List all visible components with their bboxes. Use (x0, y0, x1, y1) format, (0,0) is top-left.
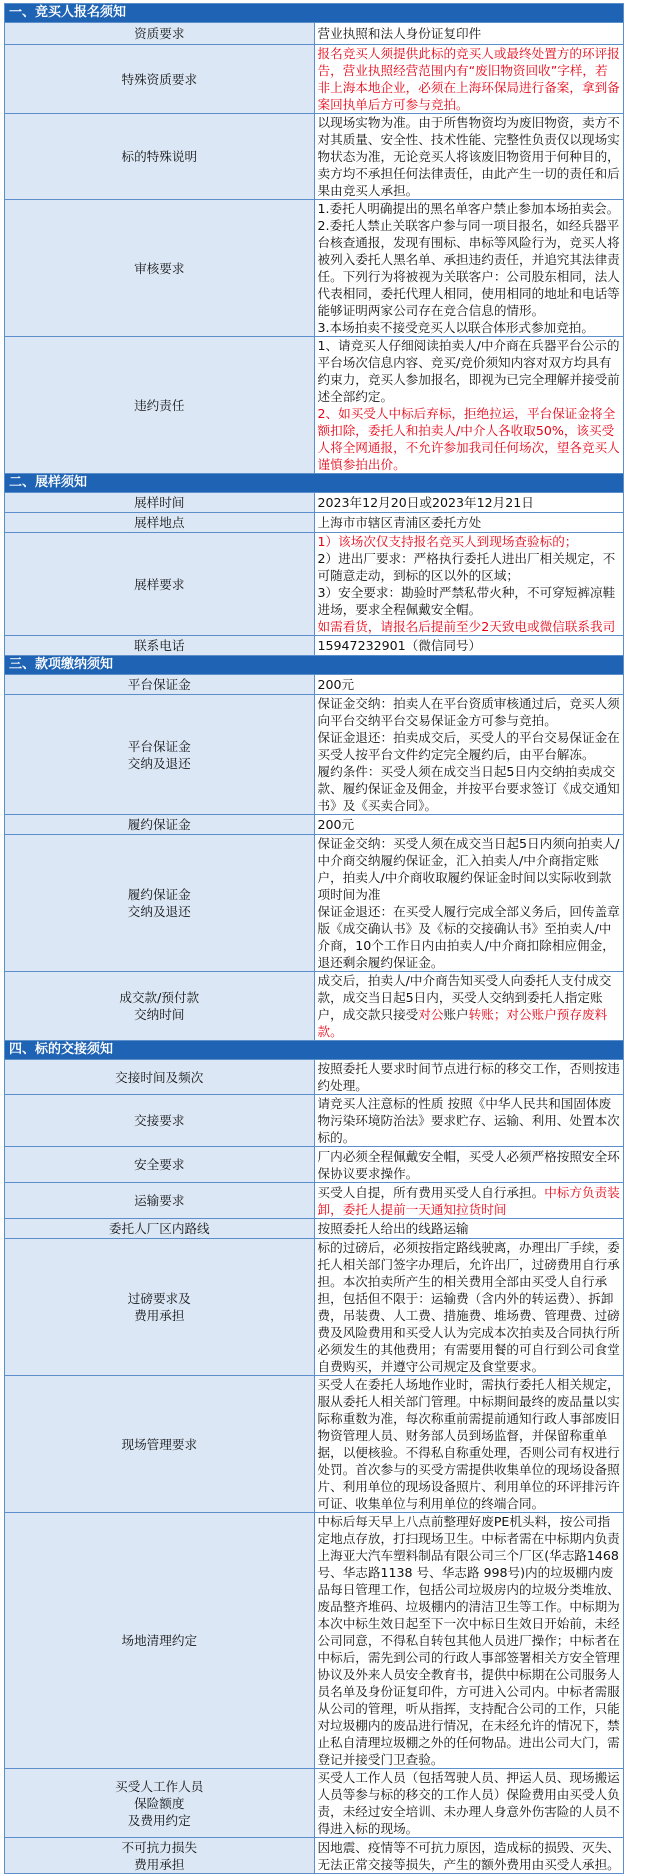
row-safety (5, 1147, 624, 1183)
label-line: 平台保证金 (127, 738, 191, 754)
payment-highlight: 转账；对公账户预存废料款。 (317, 1007, 608, 1039)
label-line: 成交款/预付款 (119, 990, 200, 1005)
contact-phone: 15947232901（微信同号） (314, 636, 624, 656)
row-label: 特殊资质要求 (5, 45, 315, 114)
row-value: 营业执照和法人身份证复印件 (314, 23, 624, 45)
row-value (314, 1183, 624, 1219)
row-value: 中标后每天早上八点前整理好废PE机头料，按公司指定地点存放，打扫现场卫生。中标者需在中标期内负责上海亚大汽车塑料制品有限公司三个厂区(华志路1468 号、华志路1138 号、华志路 998号)内的垃圾棚内废品每日管理工作，包括公司垃圾房内的垃圾分类堆放、废品整齐堆码、垃圾棚内的清洁卫生等工作。中标期为本次中标生效日起至下一次中标日生效日开始前，未经公司同意，不得私自转包其他人员进厂操作；中标者在中标后，需先到公司的行政人事部签署相关方安全管理协议及外来人员安全教育书，提供中标期在公司服务人员名单及身份证复印件，方可进入公司内。中标者需服从公司的管理，听从指挥，支持配合公司的工作，只能对垃圾棚内的废品进行情况，在未经允许的情况下，禁止私自清理垃圾棚之外的任何物品。进出公司大门，需登记并接受门卫查验。 (314, 1513, 624, 1769)
label-line: 及费用约定 (127, 1812, 191, 1828)
row-label: 标的特殊说明 (5, 114, 315, 200)
review-item-2: 2.委托人禁止关联客户参与同一项目报名，如经兵器平台核查通报，发现有围标、串标等风险行为，竞买人将被列入委托人黑名单、承担违约责任，并追究其法律责任。下列行为将被视为关联客户：公司股东相同，法人代表相同，委托代理人相同，使用相同的地址和电话等能够证明两家公司存在竞合信息的情形。 (317, 218, 620, 318)
row-weighing (5, 1239, 624, 1376)
viewing-item-4: 如需看货，请报名后提前至少2天致电或微信联系我司 (317, 619, 616, 634)
row-label (5, 835, 315, 972)
transport-text: 买受人自提，所有费用买受人自行承担。 (317, 1184, 545, 1200)
auction-notice-document (4, 3, 624, 1874)
row-label: 违约责任 (5, 337, 315, 474)
row-payment-time (5, 972, 624, 1041)
row-site-cleaning (5, 1513, 624, 1769)
label-line: 交纳及退还 (127, 755, 191, 771)
row-label: 安全要求 (5, 1147, 315, 1183)
row-site-management (5, 1376, 624, 1513)
viewing-item-1: 1）该场次仅支持报名竞买人到现场查验标的； (317, 534, 578, 549)
label-line: 保险额度 (134, 1795, 185, 1811)
row-performance-deposit-refund (5, 835, 624, 972)
label-line: 交纳及退还 (127, 904, 191, 919)
row-label: 展样时间 (5, 493, 315, 513)
row-label: 履约保证金 (5, 815, 315, 835)
row-value: 请竞买人注意标的性质 按照《中华人民共和国固体废物污染环境防治法》要求贮存、运输、利用、处置本次标的。 (314, 1095, 624, 1147)
row-contact-phone (5, 636, 624, 656)
section-title: 三、款项缴纳须知 (5, 656, 624, 675)
row-value: 买受人在委托人场地作业时，需执行委托人相关规定，服从委托人相关部门管理。中标期间最终的废品量以实际称重数为准，每次称重前需提前通知行政人事部废旧物资管理人员、财务部人员到场监督，并保留称重单据，以便核验。不得私自称重处理，否则公司有权进行处罚。首次参与的买受方需提供收集单位的现场设备照片、利用单位的现场设备照片、利用单位的环评排污许可证、收集单位与利用单位的终端合同。 (314, 1376, 624, 1513)
row-force-majeure (5, 1838, 624, 1874)
label-line: 买受人工作人员 (115, 1778, 204, 1794)
section-title: 一、竞买人报名须知 (5, 4, 624, 23)
row-label (5, 1769, 315, 1838)
breach-item-2: 2、如买受人中标后弃标，拒绝拉运，平台保证金将全额扣除，委托人和拍卖人/中介人各收取50%，该买受人将全网通报，不允许参加我司任何场次，望各竞买人谨慎参拍出价。 (317, 406, 620, 472)
performance-item-2: 保证金退还：在买受人履行完成全部义务后，回传盖章版《成交确认书》及《标的交接确认书》至拍卖人/中介商，10个工作日内由拍卖人/中介商扣除相应佣金，退还剩余履约保证金。 (317, 904, 620, 970)
row-special-note (5, 114, 624, 200)
row-special-qualification (5, 45, 624, 114)
row-platform-deposit-refund (5, 695, 624, 815)
row-insurance (5, 1769, 624, 1838)
row-viewing-requirements (5, 533, 624, 636)
performance-item-1: 保证金交纳：买受人须在成交当日起5日内须向拍卖人/中介商交纳履约保证金，汇入拍卖人/中介商指定账户，拍卖人/中介商收取履约保证金时间以实际收到款项时间为准 (317, 836, 620, 902)
row-value: 厂内必须全程佩戴安全帽，买受人必须严格按照安全环保协议要求操作。 (314, 1147, 624, 1183)
section-title: 二、展样须知 (5, 474, 624, 493)
row-label (5, 695, 315, 815)
payment-text: 账户 (443, 1007, 469, 1022)
row-value: 以现场实物为准。由于所售物资均为废旧物资，卖方不对其质量、安全性、技术性能、完整性负责仅以现场实物状态为准，无论竞买人将该废旧物资用于何种目的，卖方均不承担任何法律责任，由此产生一切的责任和后果由竞买人承担。 (314, 114, 624, 200)
row-value: 200元 (314, 815, 624, 835)
row-label: 委托人厂区内路线 (5, 1219, 315, 1239)
breach-item-1: 1、请竞买人仔细阅读拍卖人/中介商在兵器平台公示的平台场次信息内容、竞买/竞价须知内容对双方均具有约束力，竞买人参加报名，即视为已完全理解并接受前述全部约定。 (317, 338, 620, 404)
row-label: 交接要求 (5, 1095, 315, 1147)
row-label: 交接时间及频次 (5, 1060, 315, 1095)
row-value: 报名竞买人须提供此标的竞买人或最终处置方的环评报告，营业执照经营范围内有“废旧物资回收”字样，若非上海本地企业，必须在上海环保局进行备案，拿到备案回执单后方可参与竞拍。 (314, 45, 624, 114)
row-value (314, 695, 624, 815)
section-header-viewing (5, 474, 624, 493)
row-value (314, 200, 624, 337)
row-label (5, 972, 315, 1041)
row-label (5, 1239, 315, 1376)
row-value (314, 533, 624, 636)
review-item-1: 1.委托人明确提出的黑名单客户禁止参加本场拍卖会。 (317, 201, 620, 216)
row-label: 展样地点 (5, 513, 315, 533)
deposit-item-3: 履约条件：买受人须在成交当日起5日内交纳拍卖成交款、履约保证金及佣金，并按平台要求签订《成交通知书》及《买卖合同》。 (317, 764, 620, 813)
row-label (5, 1838, 315, 1874)
label-line: 履约保证金 (127, 887, 191, 902)
row-label: 联系电话 (5, 636, 315, 656)
row-viewing-time (5, 493, 624, 513)
label-line: 不可抗力损失 (121, 1839, 198, 1855)
row-platform-deposit (5, 675, 624, 695)
transport-highlight: 中标方负责装卸，委托人提前一天通知拉货时间 (317, 1184, 620, 1217)
deposit-item-2: 保证金退还：拍卖成交后，买受人的平台交易保证金在买受人按平台文件约定完全履约后，由平台解冻。 (317, 730, 620, 762)
row-handover-time (5, 1060, 624, 1095)
row-label: 运输要求 (5, 1183, 315, 1219)
row-value: 标的过磅后，必须按指定路线驶离，办理出厂手续，委托人相关部门签字办理后，允许出厂，过磅费用自行承担。本次拍卖所产生的相关费用全部由买受人自行承担，包括但不限于：运输费（含内外的转运费）、拆卸费，吊装费、人工费、措施费、堆场费、管理费、过磅费及风险费用和买受人认为完成本次拍卖及合同执行所必须发生的其他费用；有需要用餐的可自行到公司食堂自费购买，并遵守公司规定及食堂要求。 (314, 1239, 624, 1376)
row-route (5, 1219, 624, 1239)
label-line: 交纳时间 (134, 1007, 185, 1022)
row-value: 按照委托人要求时间节点进行标的移交工作，否则按违约处理。 (314, 1060, 624, 1095)
payment-text: 成交后，拍卖人/中介商告知买受人向委托人支付成交款，成交当日起5日内，买受人交纳到委托人指定账户，成交款只接受 (317, 973, 612, 1022)
row-breach (5, 337, 624, 474)
review-item-3: 3.本场拍卖不接受竞买人以联合体形式参加竞拍。 (317, 320, 594, 335)
row-value (314, 835, 624, 972)
label-line: 费用承担 (134, 1308, 185, 1323)
section-title: 四、标的交接须知 (5, 1041, 624, 1060)
row-label: 展样要求 (5, 533, 315, 636)
section-header-handover (5, 1041, 624, 1060)
label-line: 费用承担 (134, 1856, 185, 1872)
row-label: 资质要求 (5, 23, 315, 45)
row-value: 买受人工作人员（包括驾驶人员、押运人员、现场搬运人员等参与标的移交的工作人员）保险费用由买受人负责，未经过安全培训、未办理人身意外伤害险的人员不得进入标的现场。 (314, 1769, 624, 1838)
row-label: 平台保证金 (5, 675, 315, 695)
row-handover-requirements (5, 1095, 624, 1147)
notice-table (4, 3, 624, 1874)
row-value: 因地震、疫情等不可抗力原因，造成标的损毁、灭失、无法正常交接等损失，产生的额外费用由买受人承担。 (314, 1838, 624, 1874)
row-transport (5, 1183, 624, 1219)
viewing-item-3: 3）安全要求：勘验时严禁私带火种，不可穿短裤凉鞋进场，要求全程佩戴安全帽。 (317, 585, 616, 617)
row-value: 2023年12月20日或2023年12月21日 (314, 493, 624, 513)
row-review (5, 200, 624, 337)
section-header-payment (5, 656, 624, 675)
row-label: 审核要求 (5, 200, 315, 337)
viewing-item-2: 2）进出厂要求：严格执行委托人进出厂相关规定，不可随意走动，到标的区以外的区域； (317, 551, 616, 583)
row-qualification (5, 23, 624, 45)
row-value: 按照委托人给出的线路运输 (314, 1219, 624, 1239)
row-value: 上海市市辖区青浦区委托方处 (314, 513, 624, 533)
row-viewing-place (5, 513, 624, 533)
payment-highlight: 对公 (418, 1007, 444, 1022)
row-value: 200元 (314, 675, 624, 695)
label-line: 过磅要求及 (127, 1291, 191, 1306)
row-value (314, 972, 624, 1041)
row-label: 现场管理要求 (5, 1376, 315, 1513)
row-value (314, 337, 624, 474)
row-performance-deposit (5, 815, 624, 835)
row-label: 场地清理约定 (5, 1513, 315, 1769)
deposit-item-1: 保证金交纳：拍卖人在平台资质审核通过后，竞买人须向平台交纳平台交易保证金方可参与竞拍。 (317, 696, 620, 728)
section-header-bidder-registration (5, 4, 624, 23)
